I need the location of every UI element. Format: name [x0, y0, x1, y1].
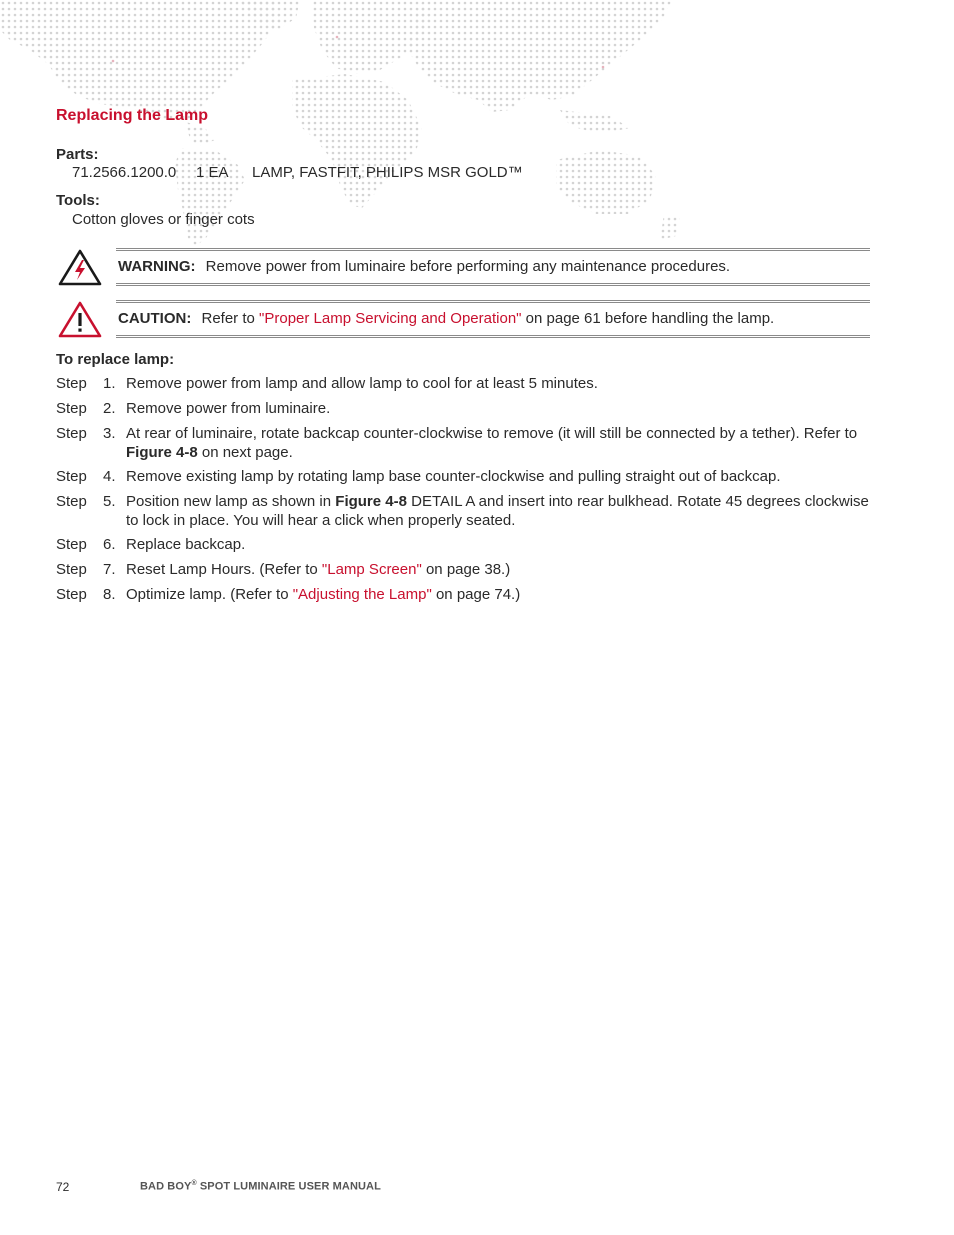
step-text-part: on page 38.)	[425, 561, 511, 578]
step-text-part: on page 74.)	[435, 586, 521, 603]
figure-ref: Figure 4-8	[126, 443, 198, 461]
step-word: Step	[56, 400, 87, 417]
warning-box	[116, 248, 870, 286]
registered-mark: ®	[191, 1180, 197, 1187]
step-text	[126, 425, 870, 462]
parts-label: Parts:	[56, 146, 99, 163]
step-word: Step	[56, 561, 87, 578]
step-text: Remove existing lamp by rotating lamp base counter-clockwise and pulling straight out of backcap.	[126, 468, 781, 485]
procedure-steps	[56, 375, 870, 605]
part-number: 71.2566.1200.0	[72, 164, 177, 181]
manual-title-rest: SPOT LUMINAIRE USER MANUAL	[196, 1180, 381, 1193]
step-5	[56, 493, 870, 530]
tools-label: Tools:	[56, 192, 100, 209]
warning-keyword: WARNING:	[118, 258, 196, 275]
step-number: 8.	[103, 586, 116, 603]
step-word: Step	[56, 375, 87, 392]
step-word: Step	[56, 586, 87, 603]
section-title: Replacing the Lamp	[56, 107, 209, 124]
procedure-label: To replace lamp:	[56, 351, 175, 368]
manual-title	[140, 1180, 381, 1193]
step-text: Remove power from luminaire.	[126, 400, 331, 417]
figure-ref: Figure 4-8	[335, 493, 407, 510]
caution-keyword: CAUTION:	[118, 310, 192, 327]
step-number: 5.	[103, 493, 116, 510]
step-text	[126, 586, 870, 605]
part-description: LAMP, FASTFIT, PHILIPS MSR GOLD™	[252, 164, 523, 181]
step-word: Step	[56, 425, 87, 442]
link-proper-lamp-servicing[interactable]: "Proper Lamp Servicing and Operation"	[259, 310, 522, 327]
electrical-hazard-icon	[58, 249, 102, 287]
caution-text-post: on page 61 before handling the lamp.	[525, 310, 775, 327]
page-number: 72	[56, 1180, 70, 1194]
step-4	[56, 468, 870, 487]
part-quantity: 1 EA	[196, 164, 229, 181]
step-number: 1.	[103, 375, 116, 392]
step-text-part: Optimize lamp. (Refer to	[126, 586, 289, 603]
step-3	[56, 425, 870, 462]
step-number: 3.	[103, 425, 116, 442]
step-text-part: DETAIL A and insert into rear bulkhead. Rotate 45 degrees clockwise to lock in place. You will hear a click when properly seated.	[126, 493, 869, 529]
caution-text-pre: Refer to	[201, 310, 255, 327]
step-number: 2.	[103, 400, 116, 417]
manual-title-brand: BAD BOY	[140, 1180, 192, 1193]
link-lamp-screen[interactable]: "Lamp Screen"	[321, 561, 422, 578]
step-text-part: Position new lamp as shown in	[126, 493, 332, 510]
step-text	[126, 493, 870, 530]
step-word: Step	[56, 493, 87, 510]
step-text-part: Reset Lamp Hours. (Refer to	[126, 561, 318, 578]
step-text: Replace backcap.	[126, 536, 246, 553]
warning-text: Remove power from luminaire before performing any maintenance procedures.	[205, 258, 731, 275]
step-7	[56, 561, 870, 580]
step-2	[56, 400, 870, 419]
warning-notice	[56, 248, 870, 286]
step-1	[56, 375, 870, 394]
exclamation-triangle-icon	[58, 301, 102, 339]
step-6	[56, 536, 870, 555]
link-adjusting-the-lamp[interactable]: "Adjusting the Lamp"	[292, 586, 432, 603]
tools-text: Cotton gloves or finger cots	[72, 211, 255, 228]
step-number: 7.	[103, 561, 116, 578]
step-text-part: At rear of luminaire, rotate backcap counter-clockwise to remove (it will still be connected by a tether). Refer to	[126, 425, 858, 442]
step-8	[56, 586, 870, 605]
step-number: 6.	[103, 536, 116, 553]
caution-notice	[56, 300, 870, 338]
step-word: Step	[56, 536, 87, 553]
step-word: Step	[56, 468, 87, 485]
step-text-part: on next page.	[201, 443, 293, 461]
step-number: 4.	[103, 468, 116, 485]
caution-box	[116, 300, 870, 338]
step-text: Remove power from lamp and allow lamp to cool for at least 5 minutes.	[126, 375, 598, 392]
page-footer	[56, 1180, 856, 1196]
step-text	[126, 561, 870, 580]
